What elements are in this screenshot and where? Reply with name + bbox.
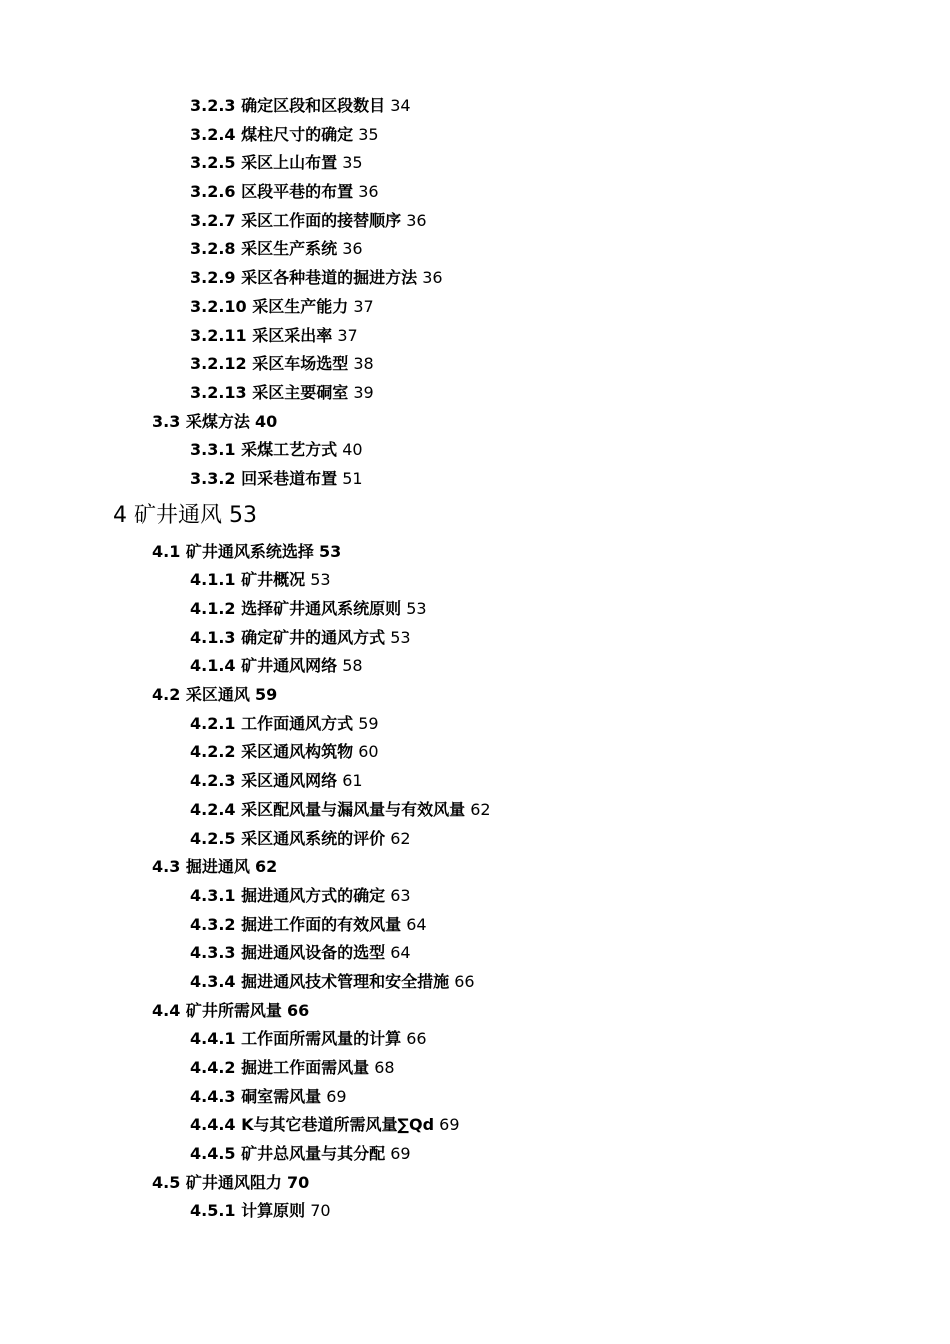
toc-entry-title: 3.2.9 采区各种巷道的掘进方法 <box>190 268 418 288</box>
toc-entry[interactable] <box>0 1197 950 1226</box>
toc-entry-page: 68 <box>374 1058 395 1077</box>
toc-entry[interactable] <box>0 882 950 911</box>
toc-entry-page: 34 <box>390 96 411 115</box>
toc-entry[interactable] <box>0 235 950 264</box>
toc-entry[interactable] <box>0 207 950 236</box>
toc-entry-title: 3.3.2 回采巷道布置 <box>190 468 338 488</box>
toc-entry-title: 4.5.1 计算原则 <box>190 1201 306 1221</box>
toc-entry-title: 4.1.1 矿井概况 <box>190 570 306 590</box>
toc-entry[interactable] <box>0 436 950 465</box>
toc-entry-title: 3.2.3 确定区段和区段数目 <box>190 96 386 115</box>
toc-entry-page: 37 <box>353 296 374 316</box>
toc-entry-page: 53 <box>319 541 342 561</box>
toc-entry-page: 36 <box>406 210 427 230</box>
toc-entry[interactable] <box>0 264 950 293</box>
toc-entry-title: 4.4.1 工作面所需风量的计算 <box>190 1029 402 1049</box>
toc-entry-title: 4.3.2 掘进工作面的有效风量 <box>190 914 402 934</box>
toc-entry[interactable] <box>0 767 950 796</box>
toc-entry[interactable] <box>0 738 950 767</box>
toc-entry-title: 4.1.2 选择矿井通风系统原则 <box>190 599 402 618</box>
toc-entry-page: 40 <box>342 440 363 460</box>
toc-entry-title: 3.2.13 采区主要硐室 <box>190 382 349 402</box>
toc-entry-page: 70 <box>287 1172 310 1192</box>
toc-entry-page: 36 <box>422 268 443 288</box>
toc-entry[interactable] <box>0 350 950 379</box>
toc-entry-title: 3.2.8 采区生产系统 <box>190 239 338 259</box>
toc-entry-title: 3.2.5 采区上山布置 <box>190 153 338 173</box>
toc-entry-title: 3.3.1 采煤工艺方式 <box>190 440 338 460</box>
toc-entry[interactable] <box>0 681 950 710</box>
toc-entry-title: 4.5 矿井通风阻力 <box>152 1172 282 1192</box>
toc-entry-page: 35 <box>358 124 379 144</box>
toc-entry[interactable] <box>0 121 950 150</box>
toc-entry-title: 4.4.2 掘进工作面需风量 <box>190 1058 370 1077</box>
toc-entry[interactable] <box>0 825 950 854</box>
toc-entry[interactable] <box>0 853 950 882</box>
toc-entry-title: 4.3.1 掘进通风方式的确定 <box>190 885 386 905</box>
toc-entry-title: 4.2.5 采区通风系统的评价 <box>190 828 386 848</box>
toc-entry[interactable] <box>0 939 950 968</box>
toc-entry-title: 4.2.3 采区通风网络 <box>190 771 338 791</box>
toc-entry-page: 53 <box>310 570 331 590</box>
toc-entry-page: 36 <box>342 239 363 259</box>
toc-entry[interactable] <box>0 710 950 739</box>
toc-entry-page: 40 <box>255 411 278 431</box>
toc-entry-title: 4.4.3 硐室需风量 <box>190 1086 322 1106</box>
toc-entry-page: 62 <box>390 828 411 848</box>
toc-entry-page: 35 <box>342 153 363 173</box>
toc-entry-page: 37 <box>337 325 358 345</box>
toc-entry-page: 70 <box>310 1201 331 1221</box>
toc-entry[interactable] <box>0 1111 950 1140</box>
toc-entry[interactable] <box>0 796 950 825</box>
toc-entry-title: 4.2 采区通风 <box>152 685 250 705</box>
toc-entry[interactable] <box>0 1025 950 1054</box>
toc-entry-page: 62 <box>470 799 491 819</box>
toc-entry-title: 4.1 矿井通风系统选择 <box>152 541 314 561</box>
toc-entry[interactable] <box>0 1169 950 1198</box>
toc-entry-page: 53 <box>390 627 411 647</box>
toc-entry[interactable] <box>0 566 950 595</box>
toc-entry-title: 4.3.4 掘进通风技术管理和安全措施 <box>190 971 450 991</box>
toc-entry[interactable] <box>0 379 950 408</box>
toc-entry[interactable] <box>0 92 950 121</box>
toc-entry-page: 51 <box>342 468 363 488</box>
toc-entry-page: 64 <box>406 914 427 934</box>
toc-entry-page: 62 <box>255 857 278 877</box>
toc-entry-title: 4.3.3 掘进通风设备的选型 <box>190 943 386 963</box>
toc-entry-page: 39 <box>353 382 374 402</box>
toc-entry-title: 3.3 采煤方法 <box>152 411 250 431</box>
toc-entry-title: 4.1.4 矿井通风网络 <box>190 656 338 676</box>
toc-entry-title: 4.1.3 确定矿井的通风方式 <box>190 627 386 647</box>
toc-entry-page: 61 <box>342 771 363 791</box>
toc-entry-page: 60 <box>358 742 379 762</box>
toc-entry[interactable] <box>0 408 950 437</box>
toc-entry-title: 3.2.4 煤柱尺寸的确定 <box>190 124 354 144</box>
toc-entry[interactable] <box>0 1140 950 1169</box>
toc-entry-page: 66 <box>454 971 475 991</box>
toc-entry-page: 64 <box>390 943 411 963</box>
toc-entry[interactable] <box>0 494 950 538</box>
toc-entry-page: 59 <box>255 685 278 705</box>
toc-entry-title: 4.4.4 K与其它巷道所需风量∑Qd <box>190 1115 435 1135</box>
toc-entry[interactable] <box>0 178 950 207</box>
toc-entry[interactable] <box>0 149 950 178</box>
toc-entry-page: 53 <box>229 502 257 528</box>
toc-entry-page: 53 <box>406 599 427 618</box>
toc-entry-page: 63 <box>390 885 411 905</box>
toc-entry[interactable] <box>0 322 950 351</box>
toc-entry[interactable] <box>0 624 950 653</box>
toc-entry-title: 4.2.2 采区通风构筑物 <box>190 742 354 762</box>
toc-entry[interactable] <box>0 293 950 322</box>
toc-entry-page: 66 <box>287 1000 310 1020</box>
toc-entry-title: 3.2.12 采区车场选型 <box>190 354 349 374</box>
toc-entry[interactable] <box>0 595 950 624</box>
toc-entry-title: 4.2.1 工作面通风方式 <box>190 713 354 733</box>
toc-entry-page: 59 <box>358 713 379 733</box>
toc-entry[interactable] <box>0 911 950 940</box>
toc-entry-page: 69 <box>439 1115 460 1135</box>
toc-entry-page: 36 <box>358 182 379 202</box>
toc-entry[interactable] <box>0 1054 950 1083</box>
toc-entry[interactable] <box>0 968 950 997</box>
toc-entry-page: 38 <box>353 354 374 374</box>
toc-entry-page: 69 <box>326 1086 347 1106</box>
toc-entry-title: 3.2.6 区段平巷的布置 <box>190 182 354 202</box>
toc-entry-title: 4 矿井通风 <box>113 502 222 528</box>
toc-entry-title: 4.4 矿井所需风量 <box>152 1000 282 1020</box>
toc-entry-title: 4.4.5 矿井总风量与其分配 <box>190 1144 386 1164</box>
toc-entry[interactable] <box>0 1083 950 1112</box>
toc-entry[interactable] <box>0 652 950 681</box>
toc-entry-title: 3.2.11 采区采出率 <box>190 325 333 345</box>
toc-entry-title: 3.2.10 采区生产能力 <box>190 296 349 316</box>
toc-entry[interactable] <box>0 997 950 1026</box>
toc-entry[interactable] <box>0 465 950 494</box>
toc-entry[interactable] <box>0 538 950 567</box>
table-of-contents <box>0 92 950 1226</box>
toc-entry-title: 3.2.7 采区工作面的接替顺序 <box>190 210 402 230</box>
toc-entry-page: 66 <box>406 1029 427 1049</box>
toc-entry-title: 4.2.4 采区配风量与漏风量与有效风量 <box>190 799 466 819</box>
toc-entry-page: 69 <box>390 1144 411 1164</box>
toc-entry-page: 58 <box>342 656 363 676</box>
toc-entry-title: 4.3 掘进通风 <box>152 857 250 877</box>
